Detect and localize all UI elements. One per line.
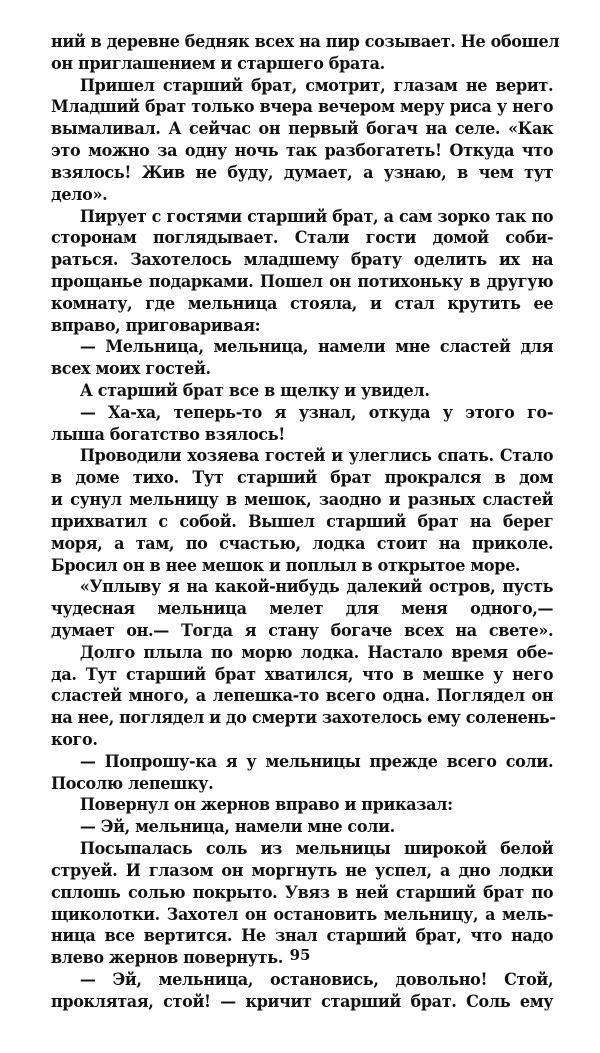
text-line: в доме тихо. Тут старший брат прокрался в дом — [51, 468, 554, 489]
text-line: прихватил с собой. Вышел старший брат на берег — [51, 511, 554, 532]
text-line: струей. И глазом он моргнуть не успел, а дно лодки — [51, 860, 554, 881]
text-line: ний в деревне бедняк всех на пир созывает. Не обошел — [51, 32, 560, 52]
text-line: и сунул мельницу в мешок, заодно и разных сластей — [51, 490, 554, 511]
text-line: ница все вертится. Не знал старший брат, что надо — [51, 926, 554, 947]
text-line: раться. Захотелось младшему брату оделить их на — [51, 250, 554, 271]
text-line: всех моих гостей. — [51, 359, 211, 380]
page-text — [51, 32, 560, 1014]
text-line: дело». — [51, 184, 108, 205]
text-line: это можно за одну ночь так разбогатеть! Откуда что — [51, 141, 554, 162]
text-line: — Ха-ха, теперь-то я узнал, откуда у этого го- — [79, 402, 554, 423]
text-line: думает он.— Тогда я стану богаче всех на свете». — [51, 620, 554, 641]
text-line: Повернул он жернов вправо и приказал: — [79, 795, 453, 816]
text-line: — Попрошу-ка я у мельницы прежде всего соли. — [79, 751, 554, 772]
text-line: щиколотки. Захотел он остановить мельницу, а мель- — [51, 904, 554, 925]
text-line: вымаливал. А сейчас он первый богач на селе. «Как — [51, 119, 554, 140]
text-line: лыша богатство взялось! — [51, 424, 285, 445]
text-line: сплошь солью покрыто. Увяз в ней старший брат по — [51, 882, 554, 903]
text-line: взялось! Жив не буду, думает, а узнаю, в чем тут — [51, 162, 554, 183]
text-line: на нее, поглядел и до смерти захотелось ему соленень- — [51, 708, 556, 729]
text-line: Проводили хозяева гостей и улеглись спать. Стало — [79, 446, 554, 467]
text-line: моря, а там, по счастью, лодка стоит на приколе. — [51, 533, 554, 554]
text-line: Пришел старший брат, смотрит, глазам не верит. — [79, 75, 554, 96]
text-line: он приглашением и старшего брата. — [51, 53, 385, 74]
text-line: чудесная мельница мелет для меня одного,— — [51, 599, 554, 620]
text-line: да. Тут старший брат хватился, что в мешке у него — [51, 664, 554, 685]
text-line: Пирует с гостями старший брат, а сам зорко так по — [79, 206, 554, 227]
text-line: — Мельница, мельница, намели мне сластей для — [79, 337, 554, 358]
text-line: Долго плыла по морю лодка. Настало время обе- — [79, 642, 554, 663]
text-line: — Эй, мельница, остановись, довольно! Стой, — [79, 969, 554, 990]
text-line: «Уплыву я на какой-нибудь далекий остров, пусть — [79, 577, 554, 598]
text-line: кого. — [51, 730, 98, 750]
text-line: сластей много, а лепешка-то всего одна. Поглядел он — [51, 686, 554, 707]
page-number: 95 — [289, 946, 311, 964]
text-line: влево жернов повернуть. — [51, 948, 283, 969]
text-line: А старший брат все в щелку и увидел. — [79, 381, 430, 401]
text-line: вправо, приговаривая: — [51, 315, 261, 336]
text-line: Посолю лепешку. — [51, 773, 214, 794]
text-line: Младший брат только вчера вечером меру риса у него — [51, 97, 554, 118]
text-line: проклятая, стой! — кричит старший брат. Соль ему — [51, 991, 554, 1012]
text-line: Бросил он в нее мешок и поплыл в открытое море. — [51, 555, 521, 576]
text-line: Посыпалась соль из мельницы широкой белой — [79, 839, 554, 860]
text-line: сторонам поглядывает. Стали гости домой соби- — [51, 228, 554, 249]
text-line: — Эй, мельница, намели мне соли. — [79, 817, 395, 838]
text-line: комнату, где мельница стояла, и стал крутить ее — [51, 293, 554, 314]
text-line: прощанье подарками. Пошел он потихоньку в другую — [51, 271, 554, 292]
